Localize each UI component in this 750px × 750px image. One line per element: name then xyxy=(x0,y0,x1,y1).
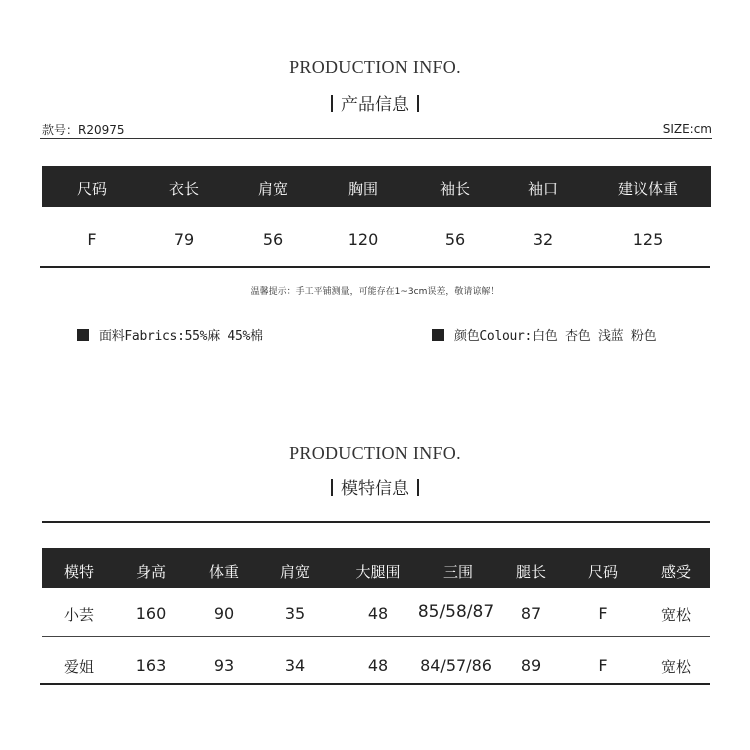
model-header-cell: 体重 xyxy=(208,563,240,581)
size-header-cell: 袖口 xyxy=(527,180,559,198)
section1-title-cn-text: 产品信息 xyxy=(341,95,409,115)
section1-title-cn xyxy=(0,90,750,115)
model-section-rule xyxy=(42,521,710,523)
model-cell: F xyxy=(598,656,608,675)
size-cell: 56 xyxy=(262,230,284,249)
model-cell: 93 xyxy=(213,656,235,675)
section2-title-en: PRODUCTION INFO. xyxy=(289,443,461,463)
size-header-cell: 衣长 xyxy=(168,180,200,198)
size-cell: 120 xyxy=(347,230,379,249)
model-cell: 48 xyxy=(367,604,389,623)
size-cell: 125 xyxy=(632,230,664,249)
fabric-text: 面料Fabrics:55%麻 45%棉 xyxy=(99,329,263,344)
model-cell: 89 xyxy=(520,656,542,675)
model-cell: 宽松 xyxy=(660,606,692,624)
model-header-cell: 模特 xyxy=(63,563,95,581)
model-header-cell: 三围 xyxy=(442,563,474,581)
size-cell: F xyxy=(87,230,97,249)
model-cell: 34 xyxy=(284,656,306,675)
fabric-bullet-icon xyxy=(77,329,89,341)
model-header-cell: 感受 xyxy=(660,563,692,581)
section1-title-en: PRODUCTION INFO. xyxy=(289,57,461,77)
model-header-cell: 大腿围 xyxy=(355,563,401,581)
section2-title-cn-text: 模特信息 xyxy=(341,479,409,499)
size-unit: SIZE:cm xyxy=(662,122,712,136)
model-header-cell: 腿长 xyxy=(515,563,547,581)
colour-text: 颜色Colour:白色 杏色 浅蓝 粉色 xyxy=(454,329,657,344)
measurement-tip: 温馨提示：手工平铺测量，可能存在1~3cm误差，敬请谅解！ xyxy=(250,287,500,297)
size-cell: 79 xyxy=(173,230,195,249)
size-cell: 32 xyxy=(532,230,554,249)
size-header-cell: 建议体重 xyxy=(617,180,679,198)
model-cell: 163 xyxy=(135,656,167,675)
divider-right xyxy=(417,479,419,496)
colour-bullet-icon xyxy=(432,329,444,341)
header-rule xyxy=(40,138,712,139)
model-cell: 小芸 xyxy=(63,606,95,624)
model-cell: 宽松 xyxy=(660,658,692,676)
model-row-divider xyxy=(42,636,710,637)
model-cell: 90 xyxy=(213,604,235,623)
model-header-cell: 肩宽 xyxy=(279,563,311,581)
model-header-cell: 身高 xyxy=(135,563,167,581)
model-cell: 爱姐 xyxy=(63,658,95,676)
size-table-bottom-rule xyxy=(40,266,710,268)
divider-left xyxy=(331,479,333,496)
size-header-cell: 尺码 xyxy=(76,180,108,198)
model-cell: 84/57/86 xyxy=(420,656,492,675)
divider-left xyxy=(331,95,333,112)
section2-title-cn xyxy=(0,474,750,499)
fabric-info xyxy=(77,325,263,344)
size-header-cell: 袖长 xyxy=(439,180,471,198)
model-cell: 48 xyxy=(367,656,389,675)
divider-right xyxy=(417,95,419,112)
colour-info xyxy=(432,325,656,344)
size-header-cell: 肩宽 xyxy=(257,180,289,198)
model-header-cell: 尺码 xyxy=(587,563,619,581)
model-cell: 87 xyxy=(520,604,542,623)
size-cell: 56 xyxy=(444,230,466,249)
item-number: 款号：R20975 xyxy=(42,123,125,137)
model-cell: 35 xyxy=(284,604,306,623)
model-cell: 160 xyxy=(135,604,167,623)
model-cell: 85/58/87 xyxy=(417,602,495,622)
model-table-bottom-rule xyxy=(40,683,710,685)
model-cell: F xyxy=(598,604,608,623)
size-header-cell: 胸围 xyxy=(347,180,379,198)
